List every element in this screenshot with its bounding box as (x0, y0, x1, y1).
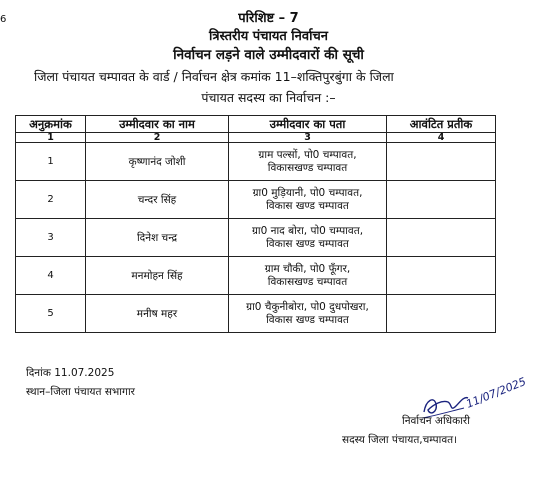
table-row (16, 257, 496, 295)
signature-date: 11/07/2025 (464, 374, 528, 411)
serial-cell: 5 (16, 295, 86, 333)
header-candidate-name: उम्मीदवार का नाम (86, 116, 229, 133)
column-number: 4 (387, 133, 496, 143)
column-number-row (16, 133, 496, 143)
address-line-2: विकासखण्ड चम्पावत (267, 161, 348, 174)
signature-stroke (424, 398, 468, 413)
serial-cell: 3 (16, 219, 86, 257)
address-cell (229, 181, 387, 219)
serial-cell: 2 (16, 181, 86, 219)
intro-line-2: पंचायत सदस्य का निर्वाचन :– (201, 90, 336, 105)
address-cell (229, 257, 387, 295)
address-line-1: ग्राम चौकी, पो0 फूँगर, (264, 262, 351, 275)
name-cell: दिनेश चन्द्र (86, 219, 229, 257)
candidate-table (15, 115, 496, 333)
column-number: 2 (86, 133, 229, 143)
table-row (16, 219, 496, 257)
document-subtitle: निर्वाचन लड़ने वाले उम्मीदवारों की सूची (173, 47, 364, 63)
table-row (16, 295, 496, 333)
name-cell: मनीष महर (86, 295, 229, 333)
appendix-heading: परिशिष्ट – 7 (238, 11, 299, 26)
symbol-cell (387, 257, 496, 295)
intro-line-1: जिला पंचायत चम्पावत के वार्ड / निर्वाचन क्षेत्र कमांक 11–शक्तिपुरबुंगा के जिला (34, 69, 394, 84)
address-line-1: ग्रा0 नाद बोरा, पो0 चम्पावत, (251, 224, 364, 237)
symbol-cell (387, 219, 496, 257)
officer-title: निर्वाचन अधिकारी (402, 415, 470, 427)
table-row (16, 181, 496, 219)
address-cell (229, 143, 387, 181)
name-cell: कृष्णानंद जोशी (86, 143, 229, 181)
name-cell: चन्दर सिंह (86, 181, 229, 219)
address-line-1: ग्रा0 मुड़ियानी, पो0 चम्पावत, (252, 186, 363, 199)
serial-cell: 4 (16, 257, 86, 295)
address-line-1: ग्राम पल्सों, पो0 चम्पावत, (258, 148, 357, 161)
address-line-2: विकास खण्ड चम्पावत (266, 237, 349, 250)
header-allotted-symbol: आवंटित प्रतीक (387, 116, 496, 133)
header-serial: अनुक्रमांक (16, 116, 86, 133)
place-line: स्थान–जिला पंचायत सभागार (26, 386, 135, 398)
name-cell: मनमोहन सिंह (86, 257, 229, 295)
column-number: 3 (229, 133, 387, 143)
margin-mark: 6 (0, 14, 7, 25)
header-candidate-address: उम्मीदवार का पता (229, 116, 387, 133)
table-header-row (16, 116, 496, 133)
column-number: 1 (16, 133, 86, 143)
serial-cell: 1 (16, 143, 86, 181)
document-title: त्रिस्तरीय पंचायत निर्वाचन (209, 29, 328, 44)
symbol-cell (387, 143, 496, 181)
address-line-1: ग्रा0 चैकुनीबोरा, पो0 दुधपोखरा, (246, 300, 369, 313)
address-line-2: विकासखण्ड चम्पावत (267, 275, 348, 288)
table-row (16, 143, 496, 181)
address-line-2: विकास खण्ड चम्पावत (266, 313, 349, 326)
address-line-2: विकास खण्ड चम्पावत (266, 199, 349, 212)
symbol-cell (387, 181, 496, 219)
officer-post: सदस्य जिला पंचायत,चम्पावत। (342, 434, 458, 446)
address-cell (229, 219, 387, 257)
symbol-cell (387, 295, 496, 333)
address-cell (229, 295, 387, 333)
date-label: दिनांक (26, 367, 51, 379)
date-value: 11.07.2025 (54, 367, 115, 379)
date-line (26, 366, 114, 380)
